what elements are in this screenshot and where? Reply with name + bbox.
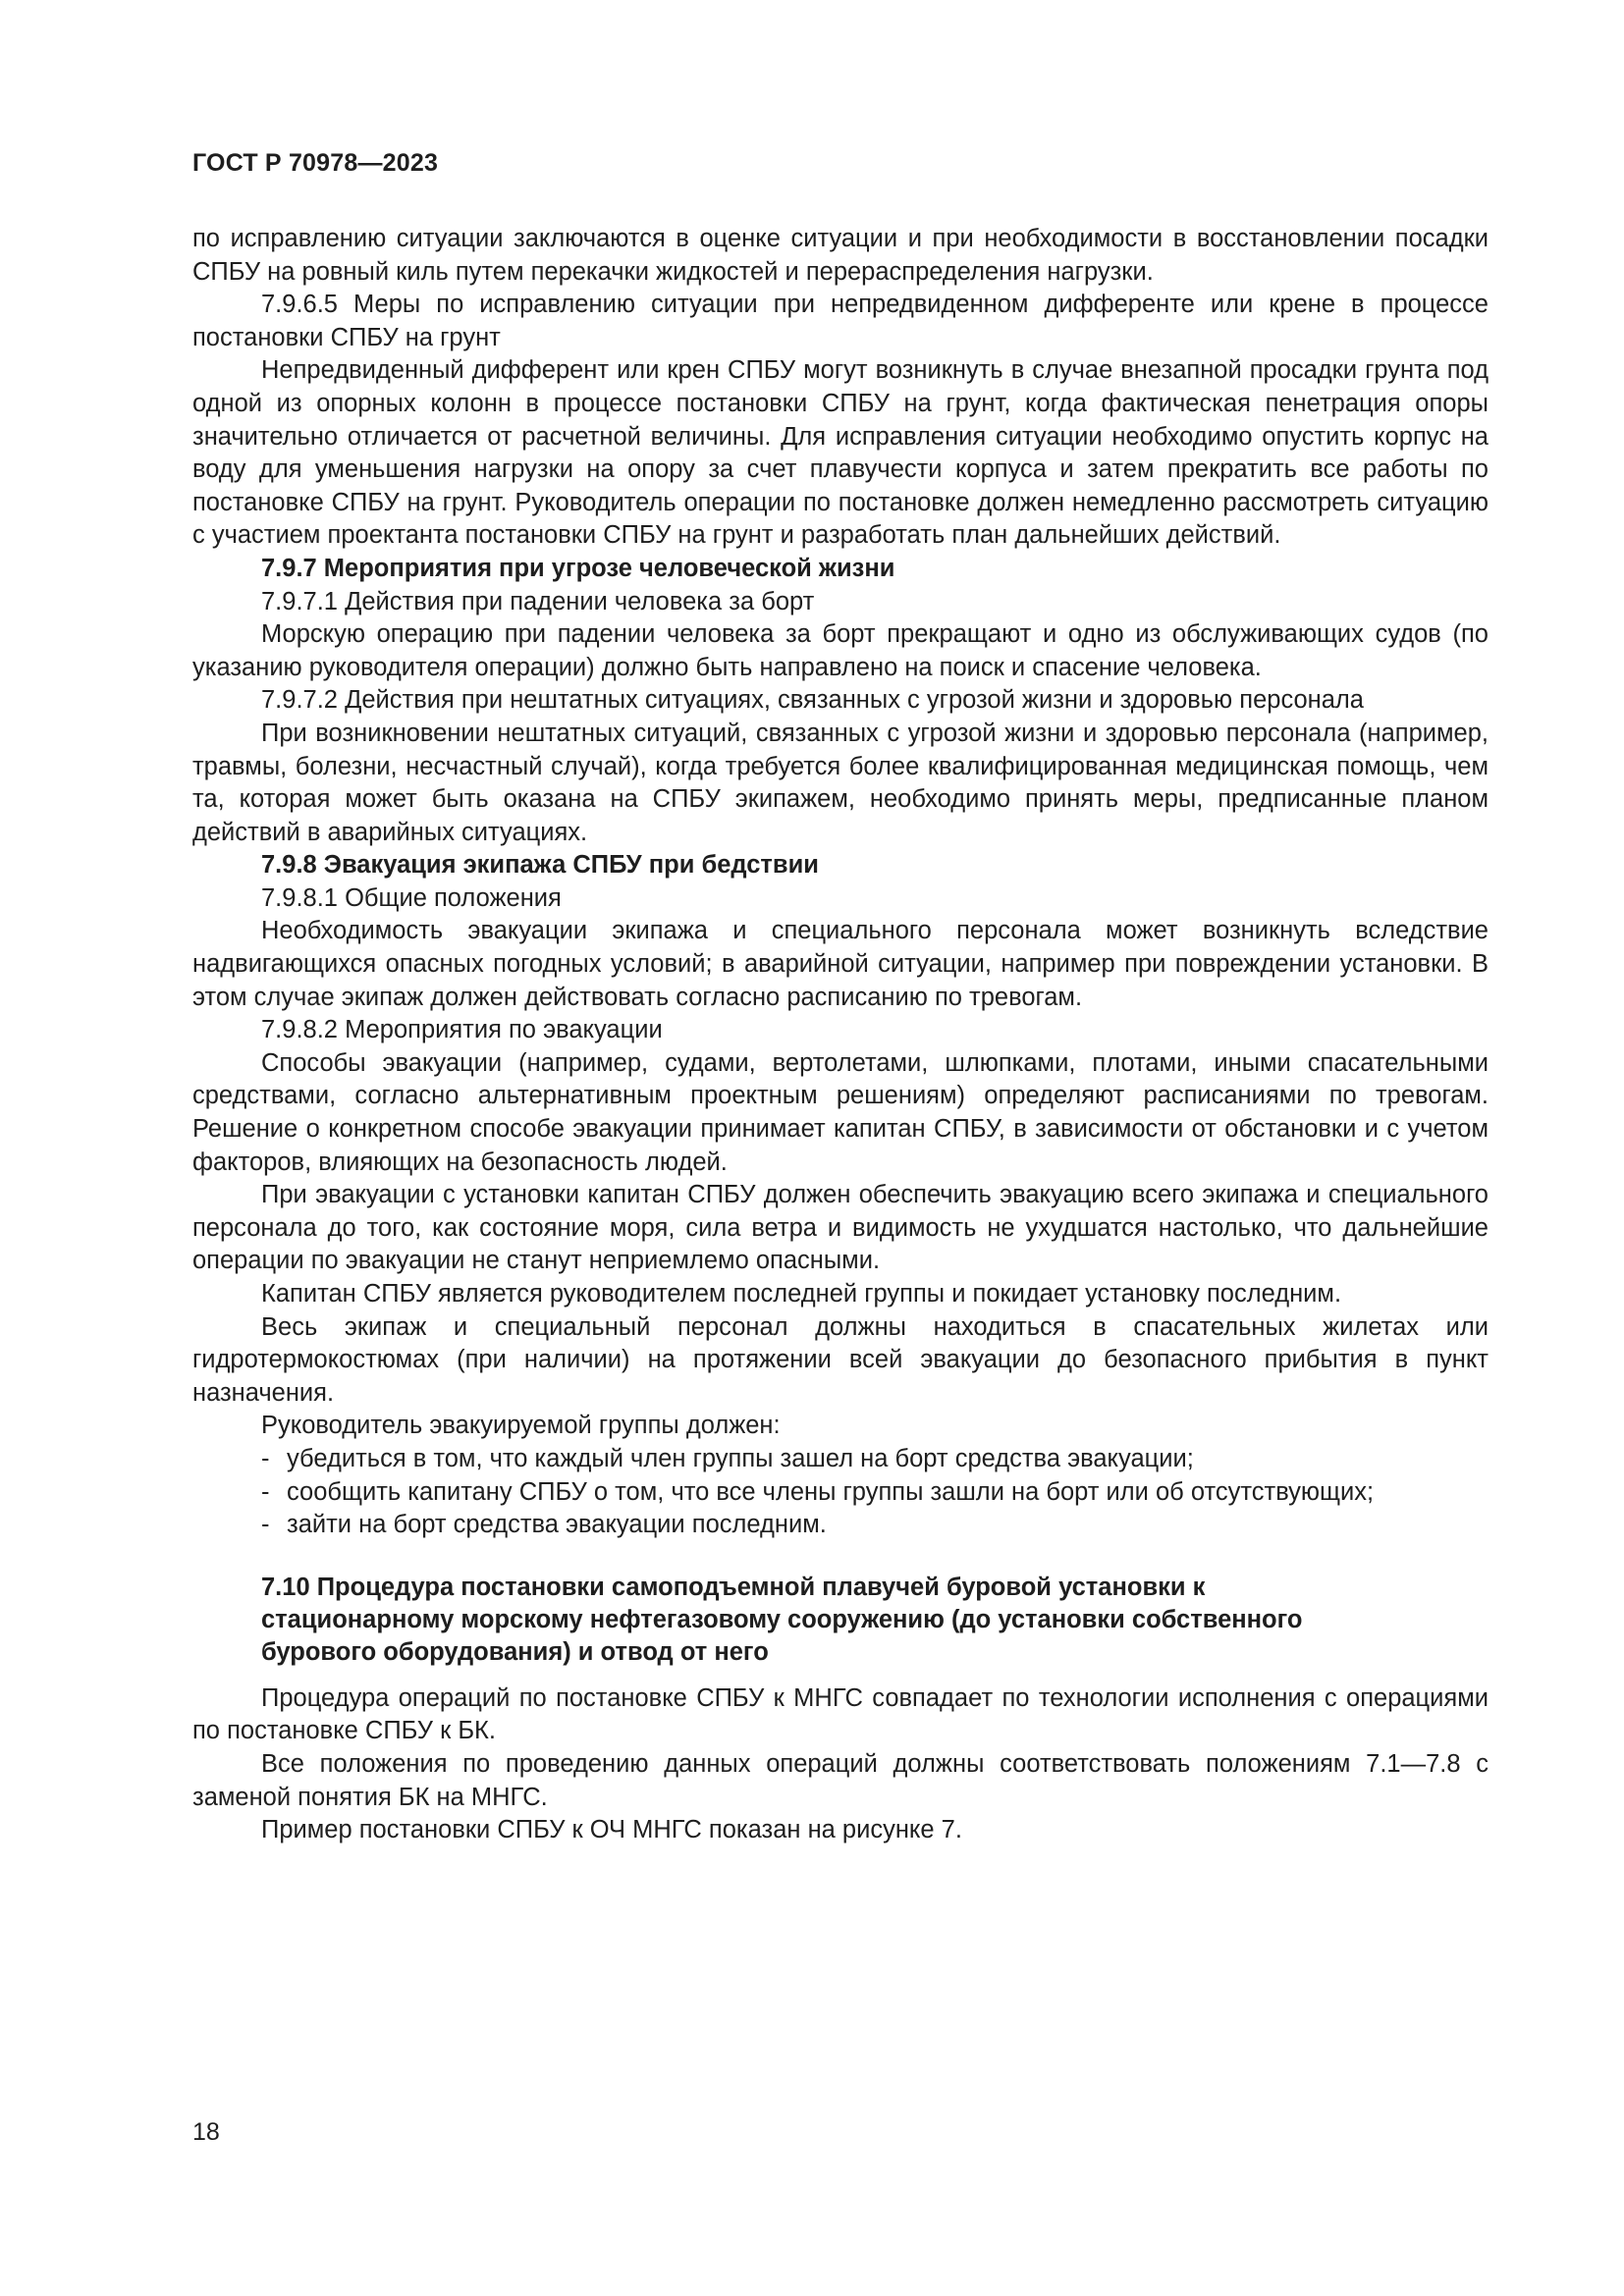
paragraph: Способы эвакуации (например, судами, вертолетами, шлюпками, плотами, иными спасательными средствами, согласно альтернативным проектным решениям) определяют расписаниями по тревогам. Решение о конкретном способе эвакуации принимает капитан СПБУ, в зависимости от обстановки и с учетом факторов, влияющих на безопасность людей. — [192, 1048, 1489, 1176]
document-code: ГОСТ Р 70978—2023 — [192, 149, 439, 177]
dash-list — [192, 1443, 1489, 1542]
subsection-heading: 7.9.8 Эвакуация экипажа СПБУ при бедствии — [261, 851, 819, 880]
section-heading: 7.10 Процедура постановки самоподъемной плавучей буровой установки к стационарному морскому нефтегазовому сооружению (до установки собственного бурового оборудования) и отвод от него — [261, 1573, 1303, 1666]
subsection-heading: 7.9.7 Мероприятия при угрозе человеческой жизни — [261, 554, 895, 582]
dash-marker: - — [261, 1477, 270, 1506]
page-body — [192, 223, 1489, 1847]
paragraph: Морскую операцию при падении человека за борт прекращают и одно из обслуживающих судов (по указанию руководителя операции) должно быть направлено на поиск и спасение человека. — [192, 620, 1489, 681]
clause-title: 7.9.7.2 Действия при нештатных ситуациях, связанных с угрозой жизни и здоровью персонала — [261, 686, 1364, 715]
paragraph: Капитан СПБУ является руководителем последней группы и покидает установку последним. — [261, 1280, 1342, 1308]
list-item-text: убедиться в том, что каждый член группы зашел на борт средства эвакуации; — [287, 1444, 1194, 1472]
list-item — [192, 1509, 1489, 1542]
paragraph: Руководитель эвакуируемой группы должен: — [261, 1412, 781, 1440]
clause-title: 7.9.7.1 Действия при падении человека за борт — [261, 587, 815, 615]
paragraph: Все положения по проведению данных операций должны соответствовать положениям 7.1—7.8 с заменой понятия БК на МНГС. — [192, 1749, 1489, 1811]
paragraph: по исправлению ситуации заключаются в оценке ситуации и при необходимости в восстановлении посадки СПБУ на ровный киль путем перекачки жидкостей и перераспределения нагрузки. — [192, 225, 1489, 286]
paragraph: При возникновении нештатных ситуаций, связанных с угрозой жизни и здоровью персонала (например, травмы, болезни, несчастный случай), когда требуется более квалифицированная медицинская помощь, чем та, которая может быть оказана на СПБУ экипажем, необходимо принять меры, предписанные планом действий в аварийных ситуациях. — [192, 719, 1489, 846]
list-item — [192, 1476, 1489, 1510]
dash-marker: - — [261, 1444, 270, 1472]
paragraph: Необходимость эвакуации экипажа и специального персонала может возникнуть вследствие надвигающихся опасных погодных условий; в аварийной ситуации, например при повреждении установки. В этом случае экипаж должен действовать согласно расписанию по тревогам. — [192, 917, 1489, 1011]
paragraph: Весь экипаж и специальный персонал должны находиться в спасательных жилетах или гидротермокостюмах (при наличии) на протяжении всей эвакуации до безопасного прибытия в пункт назначения. — [192, 1312, 1489, 1407]
list-item-text: сообщить капитану СПБУ о том, что все члены группы зашли на борт или об отсутствующих; — [287, 1477, 1375, 1506]
paragraph: При эвакуации с установки капитан СПБУ должен обеспечить эвакуацию всего экипажа и специального персонала до того, как состояние моря, сила ветра и видимость не ухудшатся настолько, что дальнейшие операции по эвакуации не станут неприемлемо опасными. — [192, 1181, 1489, 1275]
list-item — [192, 1443, 1489, 1476]
page-number: 18 — [192, 2118, 220, 2146]
list-item-text: зайти на борт средства эвакуации последним. — [287, 1511, 827, 1539]
clause-title: 7.9.8.2 Мероприятия по эвакуации — [261, 1016, 663, 1044]
paragraph: Процедура операций по постановке СПБУ к МНГС совпадает по технологии исполнения с операциями по постановке СПБУ к БК. — [192, 1683, 1489, 1745]
clause-title: 7.9.8.1 Общие положения — [261, 883, 562, 912]
clause-title: 7.9.6.5 Меры по исправлению ситуации при непредвиденном дифференте или крене в процессе постановки СПБУ на грунт — [192, 291, 1489, 351]
paragraph: Непредвиденный дифферент или крен СПБУ могут возникнуть в случае внезапной просадки грунта под одной из опорных колонн в процессе постановки СПБУ на грунт, когда фактическая пенетрация опоры значительно отличается от расчетной величины. Для исправления ситуации необходимо опустить корпус на воду для уменьшения нагрузки на опору за счет плавучести корпуса и затем прекратить все работы по постановке СПБУ на грунт. Руководитель операции по постановке должен немедленно рассмотреть ситуацию с участием проектанта постановки СПБУ на грунт и разработать план дальнейших действий. — [192, 356, 1489, 550]
dash-marker: - — [261, 1511, 270, 1539]
paragraph: Пример постановки СПБУ к ОЧ МНГС показан на рисунке 7. — [261, 1816, 962, 1844]
